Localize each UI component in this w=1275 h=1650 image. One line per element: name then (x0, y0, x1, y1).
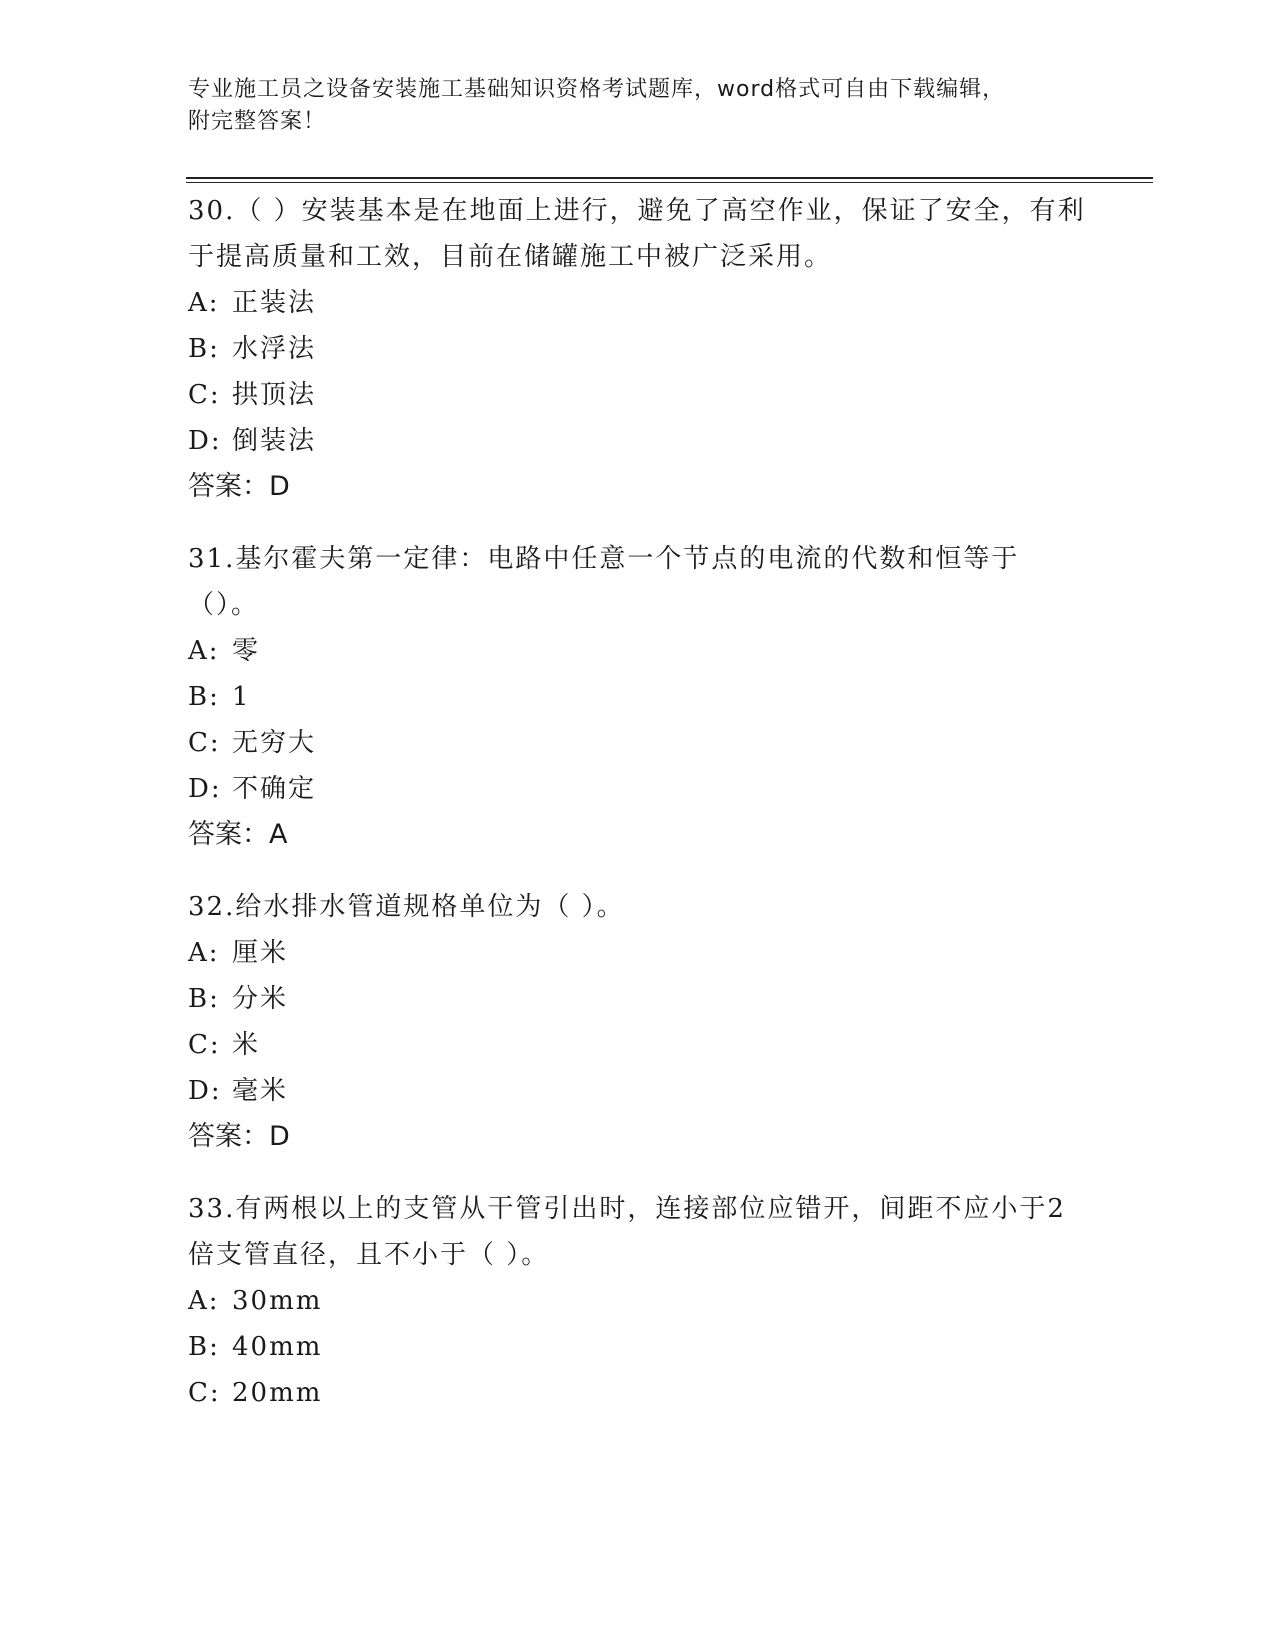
option-text: 20mm (232, 1378, 323, 1408)
question-text: 30.（ ）安装基本是在地面上进行，避免了高空作业，保证了安全，有利于提高质量和工效，目前在储罐施工中被广泛采用。 (188, 196, 1086, 272)
option-d (188, 766, 1088, 812)
question-30 (188, 188, 1088, 510)
option-letter: B: (188, 1332, 220, 1362)
option-b (188, 976, 1088, 1022)
option-text: 倒装法 (232, 426, 317, 456)
option-text: 正装法 (232, 288, 317, 318)
option-letter: A: (188, 288, 220, 318)
option-text: 40mm (232, 1332, 323, 1362)
option-text: 拱顶法 (232, 380, 317, 410)
option-c (188, 720, 1088, 766)
option-text: 水浮法 (232, 334, 317, 364)
header-line-1: 专业施工员之设备安装施工基础知识资格考试题库，word格式可自由下载编辑， (188, 77, 1006, 102)
option-letter: A: (188, 938, 220, 968)
option-text: 厘米 (232, 938, 289, 968)
option-text: 无穷大 (232, 728, 317, 758)
question-text: 32.给水排水管道规格单位为（ ）。 (188, 892, 625, 922)
option-text: 分米 (232, 984, 289, 1014)
option-a (188, 1278, 1088, 1324)
option-a (188, 280, 1088, 326)
answer-line: 答案：D (188, 1121, 290, 1152)
option-d (188, 418, 1088, 464)
document-header (188, 74, 1088, 138)
option-c (188, 1370, 1088, 1416)
option-text: 1 (232, 682, 251, 712)
option-b (188, 674, 1088, 720)
option-text: 毫米 (232, 1076, 289, 1106)
option-letter: B: (188, 984, 220, 1014)
option-letter: A: (188, 1286, 220, 1316)
option-b (188, 326, 1088, 372)
option-letter: C: (188, 1378, 221, 1408)
option-letter: D: (188, 1076, 222, 1106)
header-line-2: 附完整答案！ (188, 109, 327, 134)
option-letter: B: (188, 334, 220, 364)
option-a (188, 930, 1088, 976)
header-divider-thin (186, 182, 1153, 183)
option-b (188, 1324, 1088, 1370)
option-d (188, 1068, 1088, 1114)
option-text: 不确定 (232, 774, 317, 804)
option-letter: A: (188, 636, 220, 666)
option-text: 零 (232, 636, 261, 666)
question-text: 31.基尔霍夫第一定律：电路中任意一个节点的电流的代数和恒等于（）。 (188, 544, 1020, 620)
option-c (188, 1022, 1088, 1068)
header-divider-thick (186, 177, 1153, 179)
option-c (188, 372, 1088, 418)
option-text: 米 (232, 1030, 261, 1060)
answer-line: 答案：A (188, 819, 288, 850)
option-letter: C: (188, 380, 221, 410)
option-a (188, 628, 1088, 674)
option-letter: D: (188, 426, 222, 456)
question-31 (188, 536, 1088, 858)
question-33 (188, 1186, 1088, 1416)
question-32 (188, 884, 1088, 1160)
option-letter: C: (188, 1030, 221, 1060)
option-letter: D: (188, 774, 222, 804)
option-letter: B: (188, 682, 220, 712)
option-letter: C: (188, 728, 221, 758)
question-text: 33.有两根以上的支管从干管引出时，连接部位应错开，间距不应小于2倍支管直径，且不小于（ ）。 (188, 1194, 1066, 1270)
answer-line: 答案：D (188, 471, 290, 502)
option-text: 30mm (232, 1286, 323, 1316)
question-list (188, 188, 1088, 1442)
